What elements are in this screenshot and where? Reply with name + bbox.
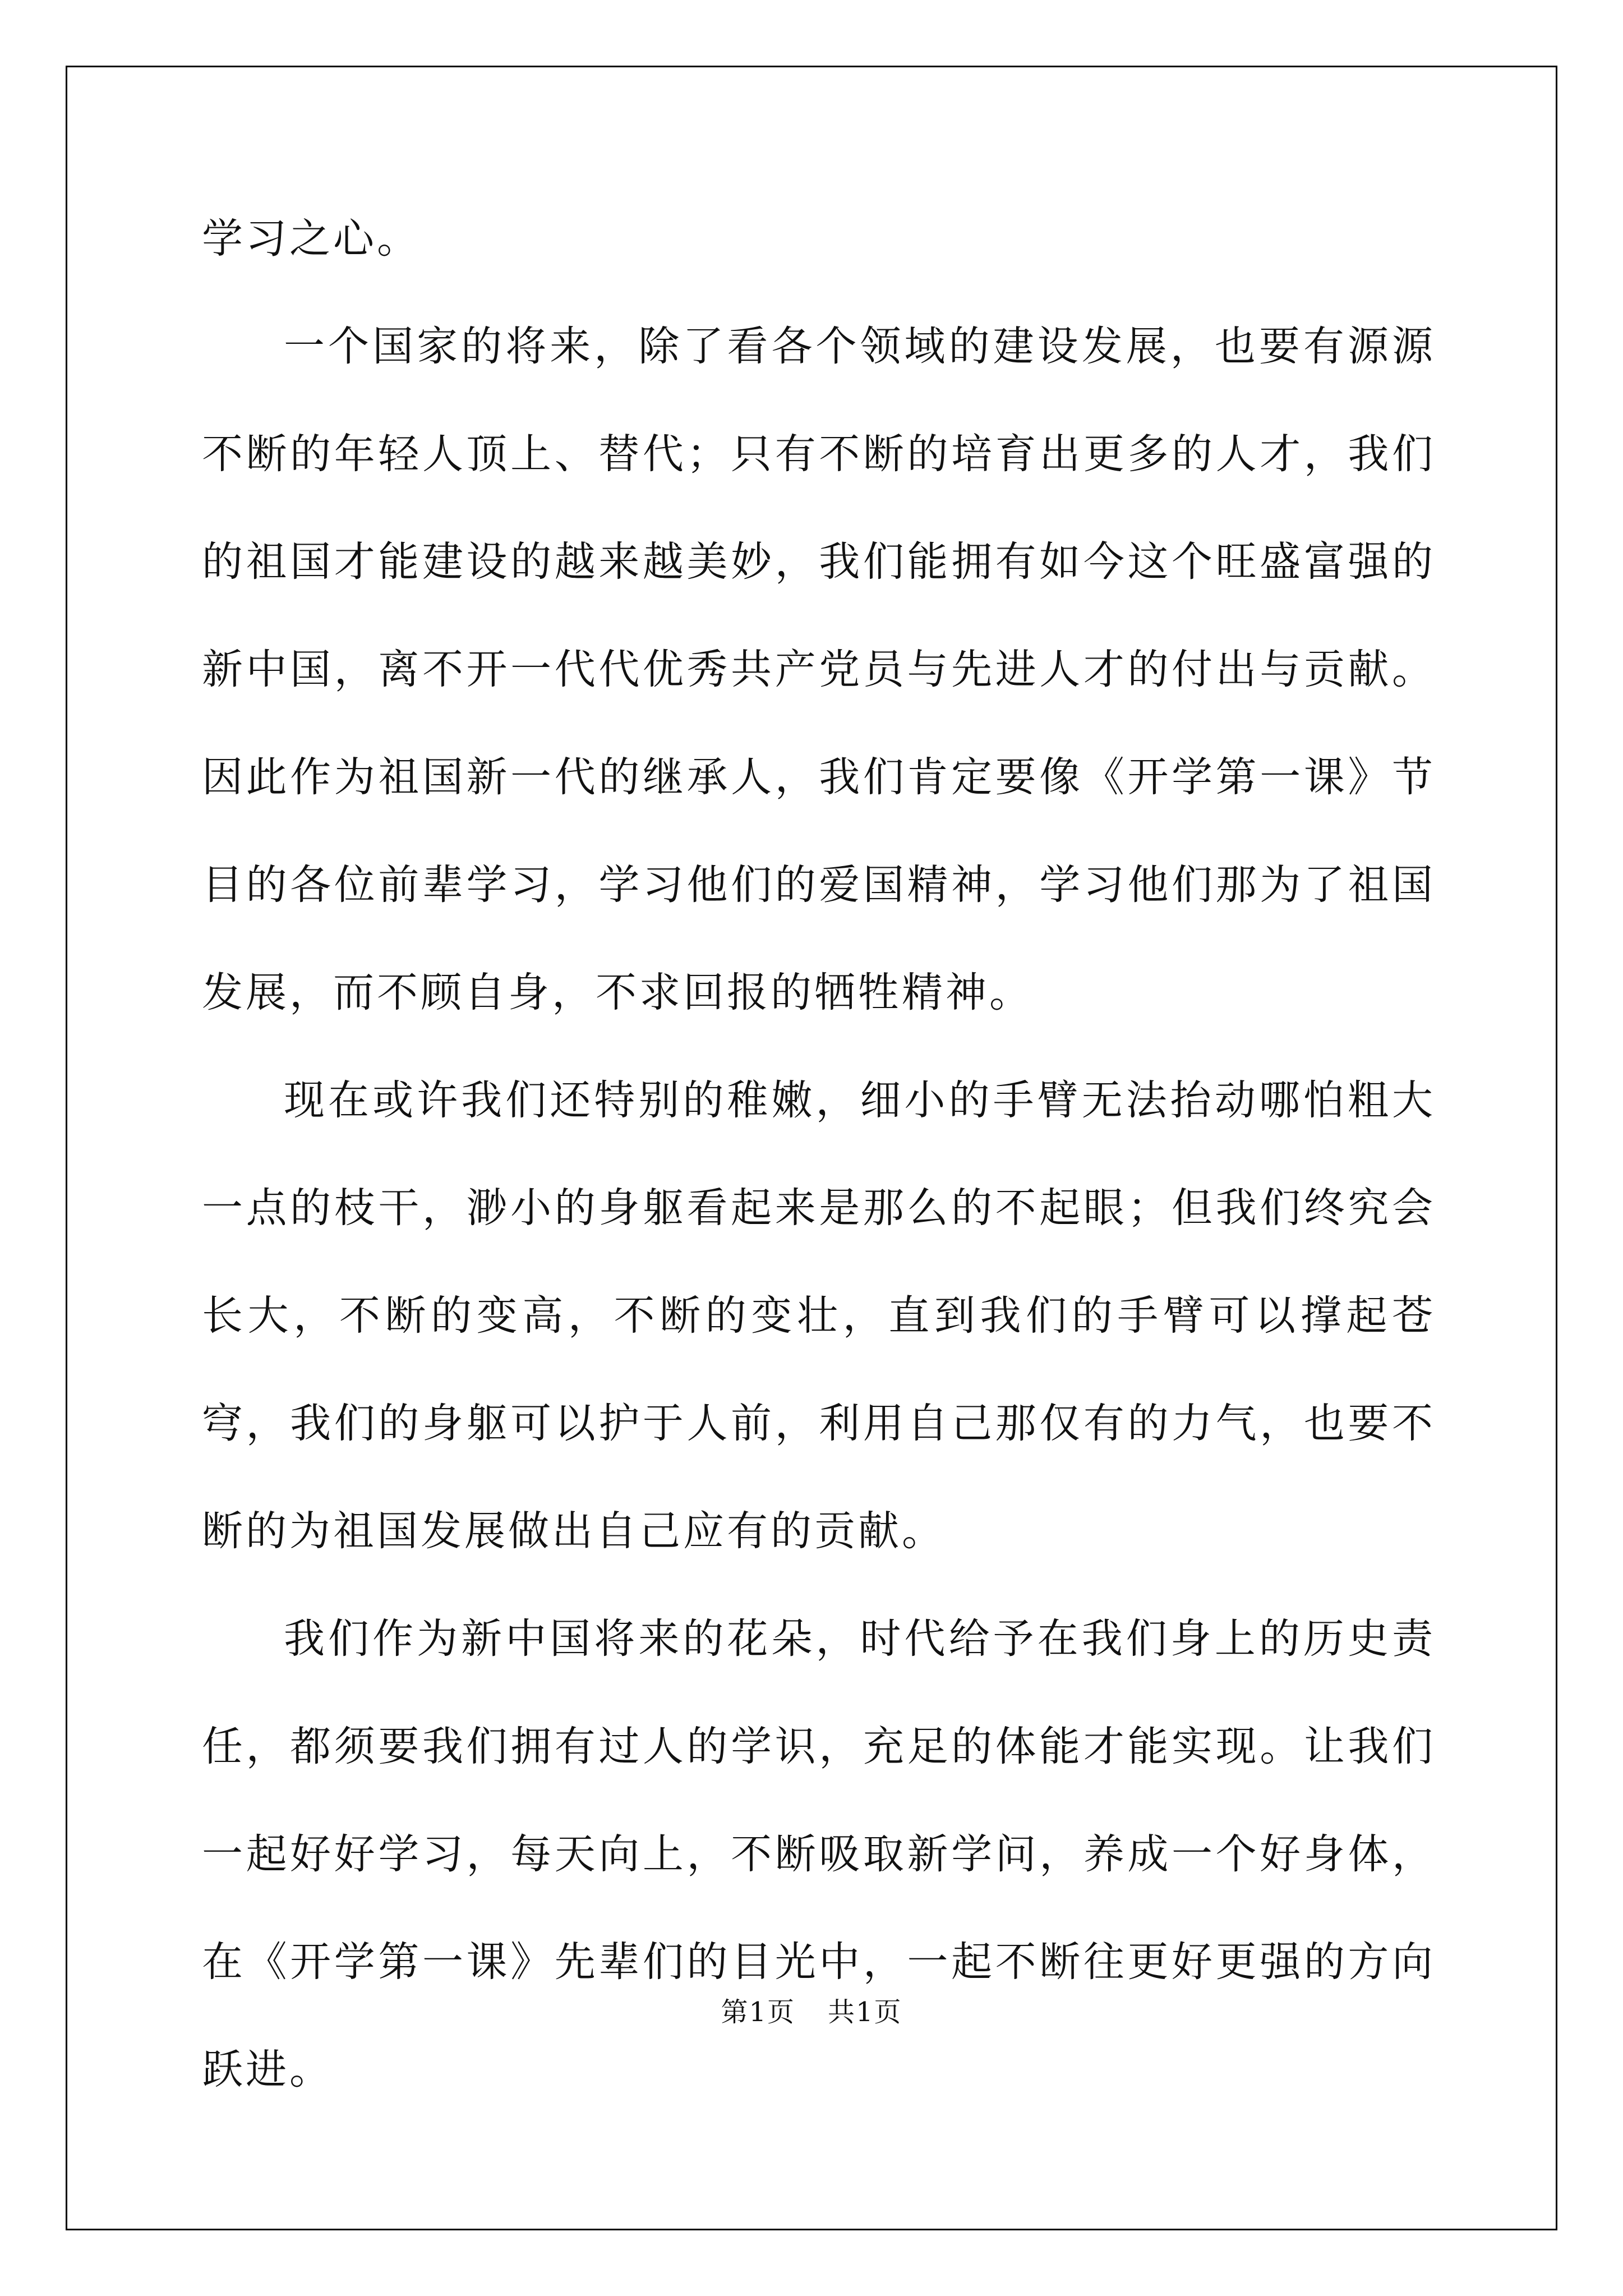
paragraph-2: 一个国家的将来，除了看各个领域的建设发展，也要有源源不断的年轻人顶上、替代；只有不断的培育出更多的人才，我们的祖国才能建设的越来越美妙，我们能拥有如今这个旺盛富强的新中国，离不开一代代优秀共产党员与先进人才的付出与贡献。因此作为祖国新一代的继承人，我们肯定要像《开学第一课》节目的各位前辈学习，学习他们的爱国精神，学习他们那为了祖国发展，而不顾自身，不求回报的牺牲精神。 xyxy=(202,323,1436,1016)
document-body xyxy=(202,185,1436,2124)
page-number-total: 共1页 xyxy=(828,1996,902,2028)
page-number-current: 第1页 xyxy=(721,1996,795,2028)
paragraph-4: 我们作为新中国将来的花朵，时代给予在我们身上的历史责任，都须要我们拥有过人的学识，充足的体能才能实现。让我们一起好好学习，每天向上，不断吸取新学问，养成一个好身体，在《开学第一课》先辈们的目光中，一起不断往更好更强的方向跃进。 xyxy=(202,1615,1436,2093)
paragraph-1: 学习之心。 xyxy=(202,215,421,263)
paragraph-3: 现在或许我们还特别的稚嫩，细小的手臂无法抬动哪怕粗大一点的枝干，渺小的身躯看起来是那么的不起眼；但我们终究会长大，不断的变高，不断的变壮，直到我们的手臂可以撑起苍穹，我们的身躯可以护于人前，利用自己那仅有的力气，也要不断的为祖国发展做出自己应有的贡献。 xyxy=(202,1076,1436,1555)
page-footer xyxy=(0,1990,1623,2029)
